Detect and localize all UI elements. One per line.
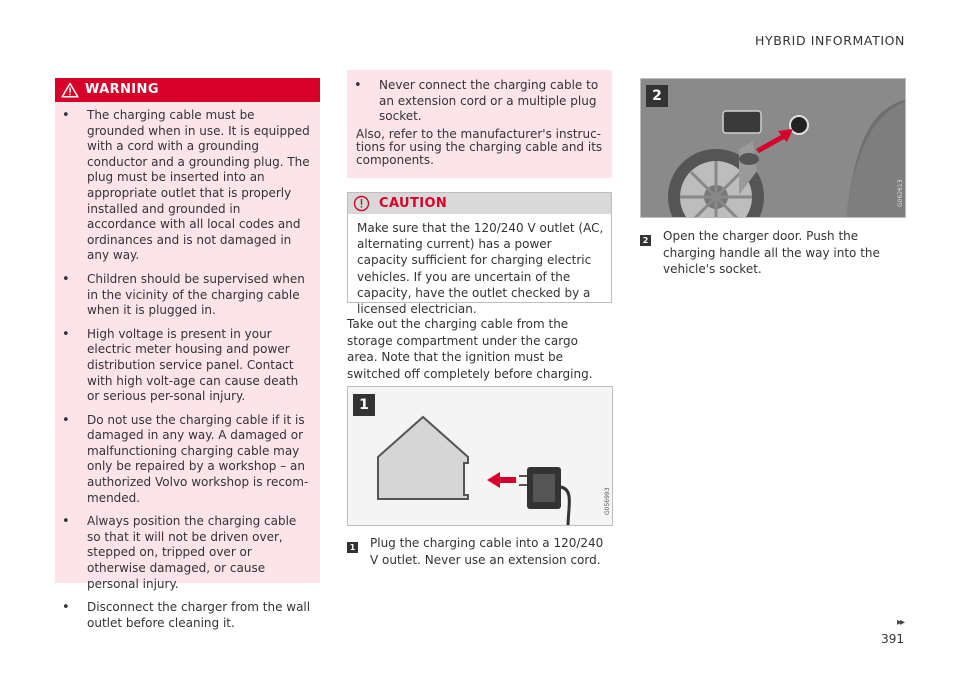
figure-number-badge: 1 [353, 394, 375, 416]
warning-continued-box [347, 70, 612, 178]
figure-1-illustration [347, 386, 613, 526]
warning-list [55, 108, 313, 639]
figure-2-photo [640, 78, 906, 218]
car-charging-socket-photo [641, 79, 906, 218]
figure-2-caption: Open the charger door. Push the charging handle all the way into the vehicle's socket. [663, 229, 880, 276]
warning-continued-list [347, 78, 605, 133]
warning-item: • Disconnect the charger from the wall outlet before cleaning it. [55, 600, 313, 631]
figure-number-badge: 2 [646, 85, 668, 107]
house-outlet-plug-icon [348, 387, 613, 526]
caution-text: Make sure that the 120/240 V outlet (AC, alternating current) has a power capacity sufficient for charging electric vehicles. If you are uncertain of the capacity, have the outlet checked by a licensed electrician. [357, 221, 604, 317]
warning-title: WARNING [85, 82, 159, 97]
warning-item: • Do not use the charging cable if it is damaged in any way. A damaged or malfunctioning charging cable may only be repaired by a workshop – an authorized Volvo workshop is recom-mended. [55, 413, 313, 507]
next-page-arrow-icon: ▸▸ [896, 617, 903, 628]
warning-continued-text: Also, refer to the manufacturer's instruc-tions for using the charging cable and its components. [356, 127, 603, 168]
caution-title: CAUTION [379, 196, 448, 211]
caution-box [347, 192, 612, 317]
warning-item: • Always position the charging cable so that it will not be driven over, stepped on, tripped over or otherwise damaged, or cause personal injury. [55, 514, 313, 592]
section-header: HYBRID INFORMATION [754, 33, 905, 48]
caption-number-badge: 2 [640, 235, 651, 246]
caution-header [348, 193, 611, 214]
warning-box [55, 78, 320, 630]
warning-triangle-icon [61, 82, 79, 102]
figure-1-caption: Plug the charging cable into a 120/240 V outlet. Never use an extension cord. [370, 536, 604, 567]
warning-item: • Never connect the charging cable to an extension cord or a multiple plug socket. [347, 78, 605, 125]
warning-item: • High voltage is present in your electric meter housing and power distribution service panel. Contact with high volt-age can cause death or serious per-sonal injury. [55, 327, 313, 405]
warning-item: • Children should be supervised when in the vicinity of the charging cable when it is plugged in. [55, 272, 313, 319]
instruction-text: Take out the charging cable from the storage compartment under the cargo area. Note that the ignition must be switched off completely before charging. [347, 317, 593, 381]
page-number: 391 [881, 632, 904, 646]
warning-header [55, 78, 320, 102]
caption-number-badge: 1 [347, 542, 358, 553]
caution-exclamation-icon [353, 195, 370, 216]
warning-item: • The charging cable must be grounded when in use. It is equipped with a cord with a grounding conductor and a grounding plug. The plug must be inserted into an appropriate outlet that is properly installed and grounded in accordance with all local codes and ordinances and is not damaged in any way. [55, 108, 313, 264]
figure-code: G062613 [897, 179, 904, 207]
figure-code: G056993 [604, 487, 611, 515]
